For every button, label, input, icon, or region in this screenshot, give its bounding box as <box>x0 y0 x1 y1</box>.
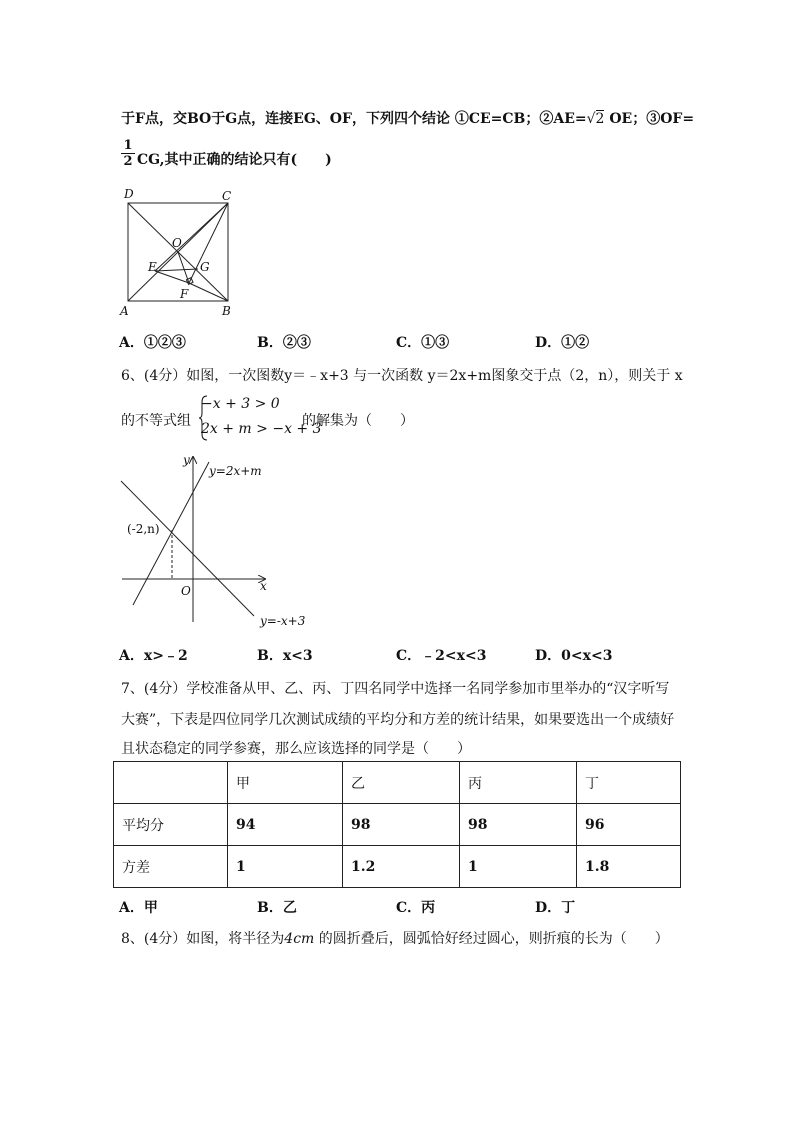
table-header-cell: 乙 <box>343 762 460 804</box>
table-header-cell <box>114 762 228 804</box>
q7-text-line1: 7、(4分）学校准备从甲、乙、丙、丁四名同学中选择一名同学参加市里举办的“汉字听写 <box>121 681 670 697</box>
q7-option-a[interactable]: A．甲 <box>119 900 158 916</box>
table-cell: 1 <box>228 846 343 888</box>
q5-fraction: $\frac{1}{2}$ <box>121 138 135 170</box>
table-cell: 98 <box>343 804 460 846</box>
table-cell: 1 <box>460 846 577 888</box>
segment-ce <box>155 203 228 271</box>
q5-text-line1: 于F点，交BO于G点，连接EG、OF，下列四个结论 ①CE=CB；②AE=√2 OE；③OF= <box>121 111 695 127</box>
q5-option-d[interactable]: D．①② <box>535 335 590 351</box>
segment-of <box>178 252 189 283</box>
q5-option-b[interactable]: B．②③ <box>257 335 311 351</box>
q6-text-line1: 6、(4分）如图，一次图数y＝﹣x+3 与一次函数 y＝2x+m图象交于点（2，n），则关于 x <box>121 368 683 384</box>
origin-label: O <box>181 584 191 598</box>
table-row <box>114 846 681 888</box>
q7-text-line3: 且状态稳定的同学参赛，那么应该选择的同学是（ ） <box>121 741 471 757</box>
q6-option-c[interactable]: C．﹣2<x<3 <box>396 648 487 664</box>
segment-eg <box>155 269 198 271</box>
table-header-cell: 丁 <box>577 762 681 804</box>
x-axis-label: x <box>260 579 267 593</box>
sqrt-sign: √ <box>586 111 596 127</box>
label-b: B <box>222 304 231 318</box>
table-cell: 94 <box>228 804 343 846</box>
table-header-cell: 甲 <box>228 762 343 804</box>
q6-option-a[interactable]: A．x>﹣2 <box>119 648 188 664</box>
q7-option-c[interactable]: C．丙 <box>396 900 436 916</box>
label-e: E <box>148 260 157 274</box>
q5-text-line2: CG,其中正确的结论只有( ) <box>137 152 332 168</box>
q6-text-line2-pre: 的不等式组 <box>121 413 191 429</box>
q6-option-d[interactable]: D．0<x<3 <box>535 648 613 664</box>
q6-function-graph <box>115 450 306 630</box>
table-cell: 1.2 <box>343 846 460 888</box>
q5-option-a[interactable]: A．①②③ <box>119 335 186 351</box>
q5-square-figure <box>115 185 245 320</box>
q7-text-line2: 大赛”，下表是四位同学几次测试成绩的平均分和方差的统计结果，如果要选出一个成绩好 <box>121 712 675 728</box>
radius-value: 4cm <box>284 931 315 947</box>
label-g: G <box>200 260 210 274</box>
table-header-row <box>114 762 681 804</box>
table-row <box>114 804 681 846</box>
segment-ef <box>155 271 189 283</box>
segment-fb <box>189 283 228 301</box>
table-cell: 98 <box>460 804 577 846</box>
y-axis-label: y <box>183 453 190 467</box>
label-a: A <box>120 304 129 318</box>
label-c: C <box>222 189 232 203</box>
label-f: F <box>180 287 189 301</box>
table-header-cell: 丙 <box>460 762 577 804</box>
line-b-label: y=-x+3 <box>260 614 306 628</box>
table-row-label: 方差 <box>114 846 228 888</box>
q7-option-d[interactable]: D．丁 <box>535 900 576 916</box>
q8-text-line1: 8、(4分）如图，将半径为4cm 的圆折叠后，圆弧恰好经过圆心，则折痕的长为（ ） <box>121 931 669 947</box>
table-cell: 96 <box>577 804 681 846</box>
sqrt-radicand: 2 <box>595 111 605 127</box>
line-a-label: y=2x+m <box>209 464 262 478</box>
label-o: O <box>172 236 182 250</box>
q6-text-line2-post: 的解集为（ ） <box>302 413 414 429</box>
inequality-2: 2x + m > −x + 3 <box>201 421 322 437</box>
table-row-label: 平均分 <box>114 804 228 846</box>
q6-option-b[interactable]: B．x<3 <box>257 648 313 664</box>
intersection-label: (-2,n) <box>127 522 160 536</box>
q7-option-b[interactable]: B．乙 <box>257 900 297 916</box>
inequality-1: −x + 3 > 0 <box>201 396 280 412</box>
table-cell: 1.8 <box>577 846 681 888</box>
q7-stats-table <box>113 761 681 888</box>
label-d: D <box>124 187 134 201</box>
q5-option-c[interactable]: C．①③ <box>396 335 450 351</box>
